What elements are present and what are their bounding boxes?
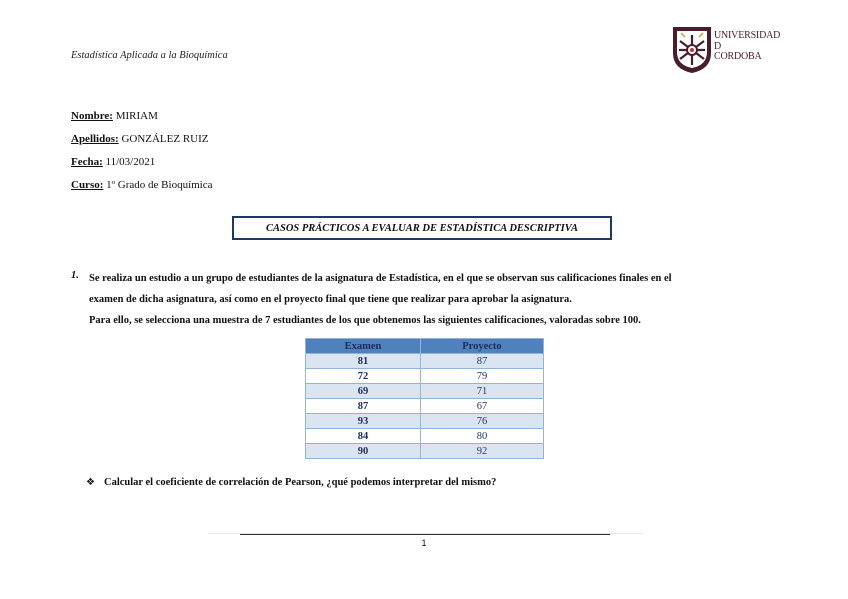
column-header-proyecto: Proyecto xyxy=(420,339,543,354)
column-header-examen: Examen xyxy=(306,339,421,354)
course-title: Estadística Aplicada a la Bioquímica xyxy=(71,50,228,61)
footer-divider xyxy=(240,534,610,535)
surname-field xyxy=(71,132,213,155)
project-score: 79 xyxy=(420,369,543,384)
date-label: Fecha: xyxy=(71,156,103,168)
exam-score: 72 xyxy=(306,369,421,384)
course-label: Curso: xyxy=(71,179,104,191)
table-row xyxy=(306,399,544,414)
exam-score: 90 xyxy=(306,444,421,459)
student-info xyxy=(71,109,213,201)
diamond-bullet-icon: ❖ xyxy=(86,477,95,488)
table-row xyxy=(306,429,544,444)
project-score: 92 xyxy=(420,444,543,459)
page-number: 1 xyxy=(421,538,427,548)
university-logo xyxy=(671,23,781,75)
question-line-1: Se realiza un estudio a un grupo de estudiantes de la asignatura de Estadística, en el que se observan sus calificaciones finales en el xyxy=(89,273,672,284)
surname-value: GONZÁLEZ RUIZ xyxy=(121,133,209,145)
table-row xyxy=(306,384,544,399)
course-field xyxy=(71,178,213,201)
table-row xyxy=(306,354,544,369)
table-header-row xyxy=(306,339,544,354)
table-row xyxy=(306,369,544,384)
section-title: CASOS PRÁCTICOS A EVALUAR DE ESTADÍSTICA DESCRIPTIVA xyxy=(232,216,612,240)
table-row xyxy=(306,414,544,429)
task-item xyxy=(86,477,496,488)
exam-score: 87 xyxy=(306,399,421,414)
name-value: MIRIAM xyxy=(115,110,158,122)
project-score: 76 xyxy=(420,414,543,429)
task-text: Calcular el coeficiente de correlación de Pearson, ¿qué podemos interpretar del mismo? xyxy=(104,477,497,488)
surname-label: Apellidos: xyxy=(71,133,119,145)
project-score: 67 xyxy=(420,399,543,414)
university-crest-icon xyxy=(671,23,713,75)
university-logo-text: UNIVERSIDAD D CORDOBA xyxy=(714,30,781,62)
name-label: Nombre: xyxy=(71,110,113,122)
grades-table xyxy=(305,338,544,459)
question-number: 1. xyxy=(71,270,79,281)
table-row xyxy=(306,444,544,459)
project-score: 80 xyxy=(420,429,543,444)
exam-score: 93 xyxy=(306,414,421,429)
question-line-3: Para ello, se selecciona una muestra de 7 estudiantes de los que obtenemos las siguientes calificaciones, valoradas sobre 100. xyxy=(89,315,641,326)
date-value: 11/03/2021 xyxy=(105,156,156,168)
name-field xyxy=(71,109,213,132)
project-score: 87 xyxy=(420,354,543,369)
project-score: 71 xyxy=(420,384,543,399)
date-field xyxy=(71,155,213,178)
exam-score: 84 xyxy=(306,429,421,444)
question-text xyxy=(89,268,789,331)
exam-score: 81 xyxy=(306,354,421,369)
course-value: 1º Grado de Bioquímica xyxy=(106,179,213,191)
question-line-2: examen de dicha asignatura, así como en el proyecto final que tiene que realizar para aprobar la asignatura. xyxy=(89,294,572,305)
exam-score: 69 xyxy=(306,384,421,399)
